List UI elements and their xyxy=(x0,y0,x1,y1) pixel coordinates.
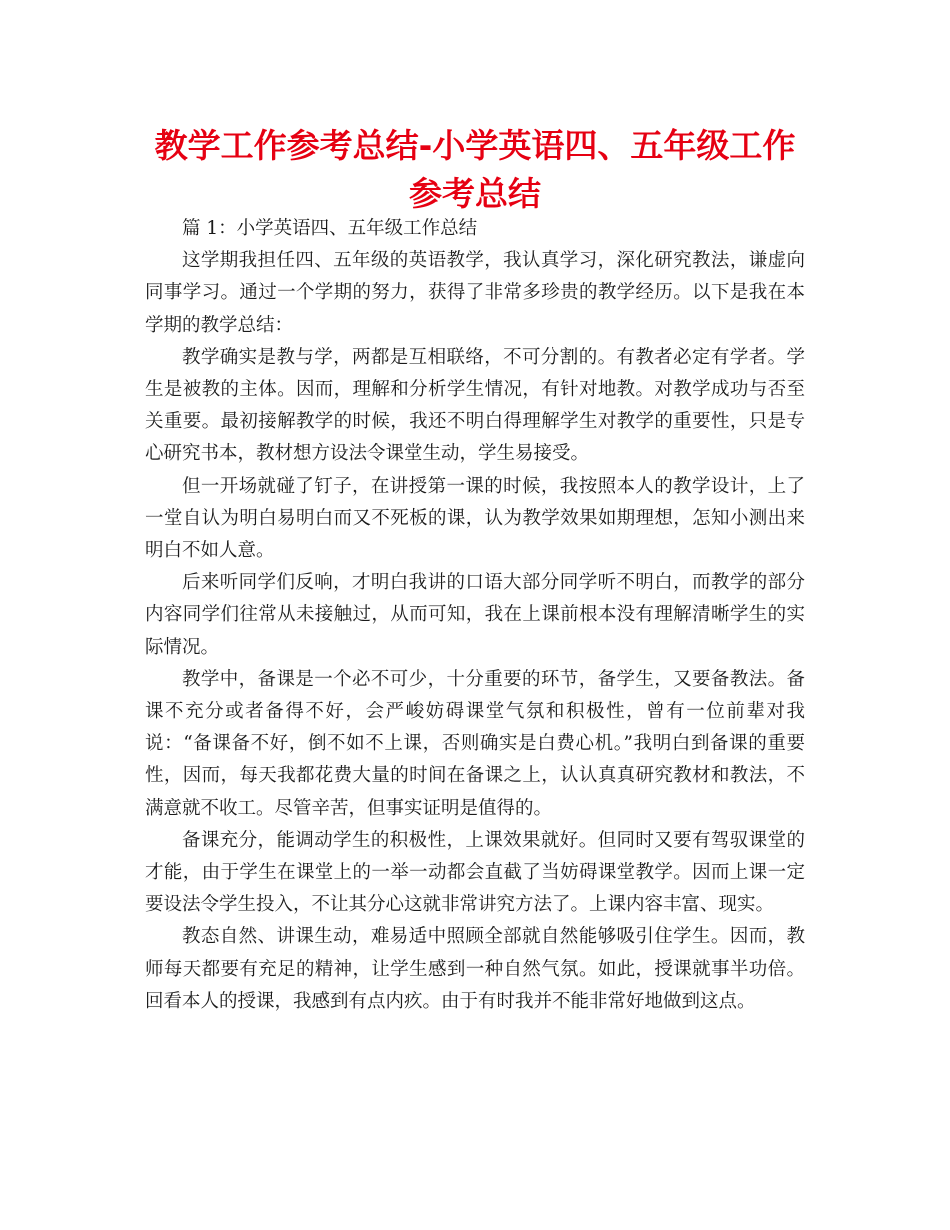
paragraph: 教态自然、讲课生动，难易适中照顾全部就自然能够吸引住学生。因而，教师每天都要有充足的精神，让学生感到一种自然气氛。如此，授课就事半功倍。回看本人的授课，我感到有点内疚。由于有时我并不能非常好地做到这点。 xyxy=(145,926,805,1012)
paragraph: 这学期我担任四、五年级的英语教学，我认真学习，深化研究教法，谦虚向同事学习。通过一个学期的努力，获得了非常多珍贵的教学经历。以下是我在本学期的教学总结： xyxy=(145,250,805,336)
document-body xyxy=(145,213,805,1018)
paragraph: 教学确实是教与学，两都是互相联络，不可分割的。有教者必定有学者。学生是被教的主体。因而，理解和分析学生情况，有针对地教。对教学成功与否至关重要。最初接解教学的时候，我还不明白得理解学生对教学的重要性，只是专心研究书本，教材想方设法令课堂生动，学生易接受。 xyxy=(145,346,805,465)
subheading: 篇 1：小学英语四、五年级工作总结 xyxy=(182,218,478,239)
paragraph: 后来听同学们反响，才明白我讲的口语大部分同学听不明白，而教学的部分内容同学们往常从未接触过，从而可知，我在上课前根本没有理解清晰学生的实际情况。 xyxy=(145,572,805,658)
paragraph: 备课充分，能调动学生的积极性，上课效果就好。但同时又要有驾驭课堂的才能，由于学生在课堂上的一举一动都会直截了当妨碍课堂教学。因而上课一定要设法令学生投入，不让其分心这就非常讲究方法了。上课内容丰富、现实。 xyxy=(145,829,805,916)
paragraph: 教学中，备课是一个必不可少，十分重要的环节，备学生，又要备教法。备课不充分或者备得不好，会严峻妨碍课堂气氛和积极性，曾有一位前辈对我说：“备课备不好，倒不如不上课，否则确实是白费心机。”我明白到备课的重要性，因而，每天我都花费大量的时间在备课之上，认认真真研究教材和教法，不满意就不收工。尽管辛苦，但事实证明是值得的。 xyxy=(145,668,805,819)
paragraph: 但一开场就碰了钉子，在讲授第一课的时候，我按照本人的教学设计，上了一堂自认为明白易明白而又不死板的课，认为教学效果如期理想，怎知小测出来明白不如人意。 xyxy=(145,475,805,562)
document-title: 教学工作参考总结-小学英语四、五年级工作参考总结 xyxy=(154,126,796,213)
